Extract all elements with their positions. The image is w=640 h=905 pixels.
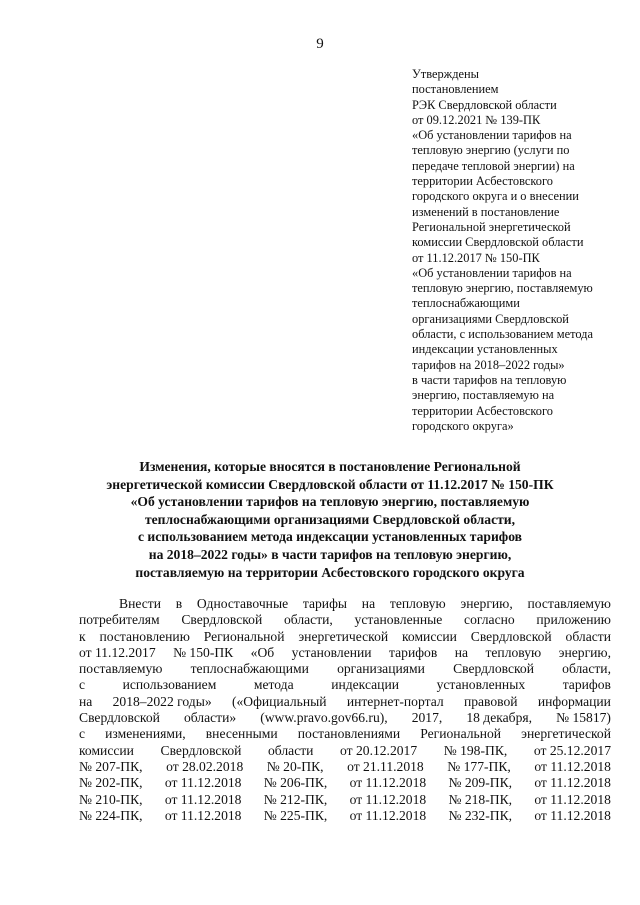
- paragraph-line: [79, 677, 611, 693]
- approval-line: территории Асбестовского: [412, 403, 553, 418]
- approval-line: комиссии Свердловской области: [412, 235, 584, 250]
- heading-line: с использованием метода индексации установленных тарифов: [137, 529, 522, 545]
- word: № 225-ПК,: [263, 807, 328, 823]
- word: № 232-ПК,: [448, 807, 513, 823]
- word: интернет-портал: [346, 693, 444, 709]
- word: от 11.12.2018: [534, 775, 611, 791]
- word: тарифов: [562, 677, 611, 693]
- word: № 218-ПК,: [448, 791, 513, 807]
- word: на: [79, 693, 93, 709]
- word: в: [175, 596, 183, 611]
- word: № 206-ПК,: [263, 775, 328, 791]
- approval-line: тарифов на 2018–2022 годы»: [412, 357, 565, 372]
- word: № 212-ПК,: [263, 791, 328, 807]
- word: тепловую: [389, 596, 446, 611]
- paragraph-line: [79, 694, 611, 710]
- approval-line: в части тарифов на тепловую: [412, 372, 567, 387]
- approval-line: изменений в постановление: [412, 204, 560, 219]
- word: № 198-ПК,: [443, 742, 508, 758]
- paragraph-line: [79, 759, 611, 775]
- heading-line: поставляемую на территории Асбестовского городского округа: [135, 564, 525, 580]
- word: Внести: [119, 596, 161, 611]
- word: № 207-ПК,: [79, 758, 143, 774]
- word: от 11.12.2018: [349, 791, 427, 807]
- word: с: [79, 726, 86, 742]
- word: Свердловской: [79, 710, 160, 726]
- word: внесенными: [205, 726, 278, 742]
- word: от 28.02.2018: [166, 758, 244, 774]
- approval-line: индексации установленных: [412, 342, 558, 357]
- word: энергию,: [460, 596, 513, 611]
- word: (www.pravo.gov66.ru),: [260, 710, 388, 726]
- word: установленные: [354, 612, 443, 628]
- word: от 11.12.2018: [534, 758, 611, 774]
- document-heading: [60, 458, 600, 581]
- approval-line: «Об установлении тарифов на: [412, 128, 572, 143]
- word: тепловую: [485, 644, 542, 660]
- word: комиссии: [79, 742, 134, 758]
- paragraph-line: [79, 596, 611, 612]
- word: области,: [283, 612, 333, 628]
- word: организациями: [337, 661, 425, 677]
- approval-line: энергию, поставляемую на: [412, 388, 555, 403]
- word: («Официальный: [231, 693, 327, 709]
- word: к: [79, 628, 86, 644]
- word: индексации: [331, 677, 400, 693]
- heading-line: энергетической комиссии Свердловской области от 11.12.2017 № 150-ПК: [106, 476, 554, 492]
- word: постановлению: [99, 628, 190, 644]
- word: от 20.12.2017: [340, 742, 418, 758]
- word: № 224-ПК,: [79, 807, 143, 823]
- paragraph-line: [79, 645, 611, 661]
- approval-line: Региональной энергетической: [412, 219, 571, 234]
- heading-line: «Об установлении тарифов на тепловую энергию, поставляемую: [130, 494, 530, 510]
- word: от 11.12.2018: [534, 807, 611, 823]
- word: тарифы: [302, 596, 348, 611]
- word: поставляемую: [79, 661, 163, 677]
- word: теплоснабжающими: [190, 661, 309, 677]
- word: установлении: [291, 644, 372, 660]
- word: № 15817): [556, 710, 611, 726]
- word: от 11.12.2017: [79, 644, 156, 660]
- word: от 11.12.2018: [164, 807, 242, 823]
- word: Свердловской: [453, 661, 534, 677]
- heading-line: теплоснабжающими организациями Свердловской области,: [144, 511, 516, 527]
- word: поставляемую: [527, 596, 611, 611]
- word: № 150-ПК: [173, 644, 234, 660]
- word: с: [79, 677, 86, 693]
- approval-line: организациями Свердловской: [412, 311, 569, 326]
- word: постановлениями: [297, 726, 401, 742]
- approval-line: от 09.12.2021 № 139-ПК: [412, 112, 541, 127]
- word: энергетической: [298, 628, 389, 644]
- word: области: [565, 628, 611, 644]
- heading-line: на 2018–2022 годы» в части тарифов на тепловую энергию,: [148, 546, 512, 562]
- paragraph-line: [79, 775, 611, 791]
- heading-line: Изменения, которые вносятся в постановление Региональной: [139, 459, 521, 474]
- word: № 20-ПК,: [266, 758, 324, 774]
- word: № 210-ПК,: [79, 791, 143, 807]
- word: правовой: [463, 693, 518, 709]
- approval-line: тепловую энергию (услуги по: [412, 143, 570, 158]
- word: от 11.12.2018: [534, 791, 611, 807]
- approval-line: области, с использованием метода: [412, 327, 593, 342]
- word: № 209-ПК,: [448, 775, 513, 791]
- word: Одноставочные: [196, 596, 289, 611]
- approval-line: городского округа и о внесении: [412, 189, 579, 204]
- word: области,: [562, 661, 611, 677]
- word: приложению: [536, 612, 611, 628]
- word: энергию,: [558, 644, 611, 660]
- word: комиссии: [402, 628, 457, 644]
- word: от 25.12.2017: [533, 742, 611, 758]
- word: Региональной: [420, 726, 502, 742]
- approval-line: теплоснабжающими: [412, 296, 520, 311]
- approval-block: [412, 67, 622, 434]
- word: области: [268, 742, 314, 758]
- word: согласно: [464, 612, 515, 628]
- approval-line: «Об установлении тарифов на: [412, 265, 572, 280]
- approval-line: РЭК Свердловской области: [412, 97, 557, 112]
- word: 18 декабря,: [466, 710, 533, 726]
- approval-line: постановлением: [412, 82, 499, 97]
- word: Свердловской: [470, 628, 552, 644]
- word: от 11.12.2018: [349, 775, 427, 791]
- word: метода: [253, 677, 294, 693]
- word: установленных: [436, 677, 526, 693]
- word: энергетической: [521, 726, 611, 742]
- approval-line: передаче тепловой энергии) на: [412, 158, 575, 173]
- word: области»: [183, 710, 237, 726]
- word: тарифов: [389, 644, 438, 660]
- paragraph-line: [79, 743, 611, 759]
- paragraph-line: [79, 629, 611, 645]
- paragraph-line: [79, 710, 611, 726]
- approval-line: тепловую энергию, поставляемую: [412, 281, 593, 296]
- approval-line: Утверждены: [412, 67, 479, 81]
- word: на: [361, 596, 376, 611]
- word: Региональной: [203, 628, 285, 644]
- paragraph-line: [79, 612, 611, 628]
- word: 2018–2022 годы»: [112, 693, 212, 709]
- word: изменениями,: [105, 726, 186, 742]
- paragraph-line: [79, 808, 611, 824]
- word: № 202-ПК,: [79, 775, 143, 791]
- word: потребителям: [79, 612, 160, 628]
- word: Свердловской: [160, 742, 242, 758]
- word: от 11.12.2018: [349, 807, 427, 823]
- word: 2017,: [411, 710, 443, 726]
- body-paragraph: [79, 596, 611, 824]
- paragraph-line: [79, 726, 611, 742]
- word: «Об: [250, 644, 275, 660]
- approval-line: территории Асбестовского: [412, 174, 553, 189]
- word: № 177-ПК,: [447, 758, 511, 774]
- word: на: [454, 644, 469, 660]
- word: от 11.12.2018: [164, 775, 242, 791]
- word: от 11.12.2018: [164, 791, 242, 807]
- word: использованием: [122, 677, 217, 693]
- page-number: 9: [316, 36, 324, 52]
- word: Свердловской: [181, 612, 263, 628]
- word: от 21.11.2018: [347, 758, 424, 774]
- approval-line: от 11.12.2017 № 150-ПК: [412, 250, 540, 265]
- approval-line: городского округа»: [412, 418, 514, 433]
- paragraph-line: [79, 792, 611, 808]
- paragraph-line: [79, 661, 611, 677]
- word: информации: [537, 693, 611, 709]
